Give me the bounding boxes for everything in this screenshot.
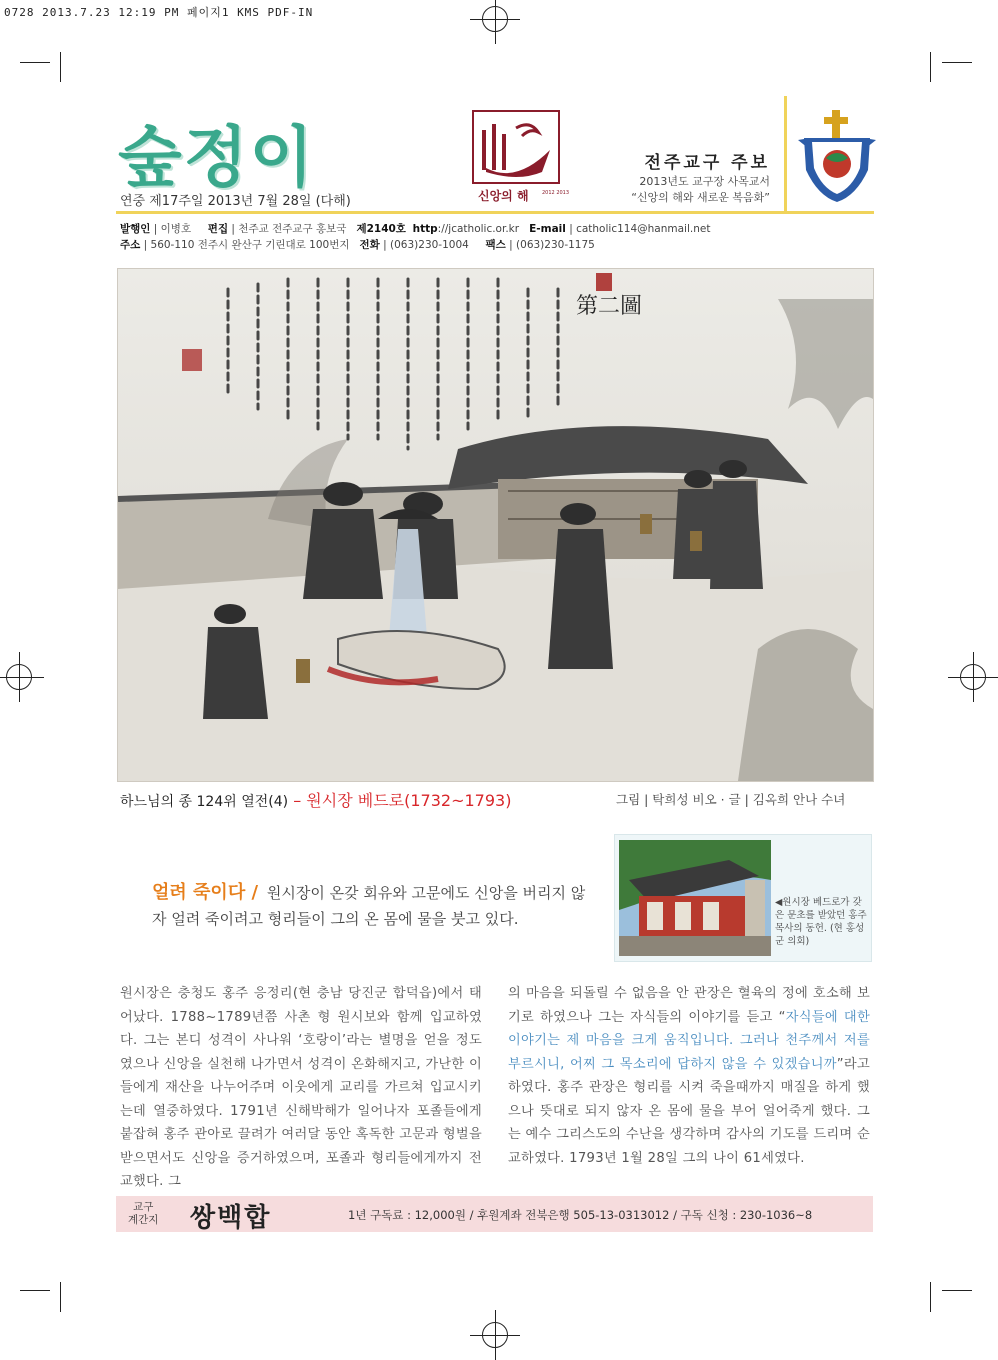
trim-mark — [60, 1282, 61, 1312]
trim-mark — [942, 1290, 972, 1291]
trim-mark — [942, 62, 972, 63]
trim-mark — [20, 1290, 50, 1291]
article-column-2 — [508, 982, 870, 1170]
address: 560-110 전주시 완산구 기린대로 100번지 — [150, 239, 350, 251]
illustration-caption — [120, 788, 511, 811]
masthead-title: 숲정이 — [118, 119, 316, 196]
martyrdom-illustration — [117, 268, 874, 782]
phone-label: 전화 — [359, 239, 380, 251]
footer-label-line1: 교구 — [133, 1201, 154, 1213]
fax-number: (063)230-1175 — [516, 239, 595, 251]
diocese-title: 전주교구 주보 — [644, 153, 770, 173]
header-divider-horizontal — [116, 211, 874, 214]
email-label: E-mail — [529, 223, 566, 235]
martyr-name: 원시장 베드로(1732~1793) — [306, 791, 512, 810]
illustration-description — [152, 880, 588, 932]
print-info: 0728 2013.7.23 12:19 PM 페이지1 KMS PDF-IN — [4, 6, 314, 19]
footer-label — [128, 1201, 158, 1227]
phone-number: (063)230-1004 — [390, 239, 469, 251]
issue-date: 연중 제17주일 2013년 7월 28일 (다해) — [120, 194, 351, 209]
registration-mark-left — [2, 660, 36, 694]
issue-number: 제2140호 — [356, 223, 406, 235]
article-col2-part2: ”라고 하였다. 홍주 관장은 형리를 시켜 죽을때까지 매질을 하게 했으나 뜻대로 되지 않자 온 몸에 물을 부어 얼어죽게 했다. 그는 예수 그리스도의 수난을 생각하며 감사의 기도를 드리며 순교하였다. 1793년 1월 28일 그의 나이 61세였다. — [508, 1056, 870, 1166]
trim-mark — [60, 52, 61, 82]
editor-label: 편집 — [207, 223, 229, 235]
illustration-credit: 그림 | 탁희성 비오 · 글 | 김옥희 안나 수녀 — [616, 792, 846, 807]
address-label: 주소 — [120, 239, 141, 251]
web-address[interactable]: //jcatholic.or.kr — [441, 223, 520, 235]
caption-dash: – — [288, 791, 307, 810]
publisher-label: 발행인 — [120, 223, 151, 235]
year-of-faith-logo — [472, 110, 570, 208]
trim-mark — [930, 52, 931, 82]
series-title: 하느님의 종 124위 열전(4) — [120, 794, 289, 810]
header-divider-vertical — [784, 96, 787, 212]
fax-label: 팩스 — [485, 239, 506, 251]
trim-mark — [930, 1282, 931, 1312]
government-office-photo — [619, 840, 771, 956]
trim-mark — [20, 62, 50, 63]
year-of-faith-years: 2012 2013 — [542, 190, 570, 196]
pastoral-theme-line: “신앙의 해와 새로운 복음화” — [631, 191, 770, 204]
email-address[interactable]: catholic114@hanmail.net — [576, 223, 711, 235]
registration-mark-right — [956, 660, 990, 694]
diocese-crest-icon — [796, 108, 878, 204]
year-of-faith-text: 신앙의 해 — [478, 189, 529, 203]
diocese-subtitle — [578, 174, 770, 206]
publisher-name: 이병호 — [160, 223, 192, 235]
web-label: http — [412, 223, 438, 235]
martyr-quote: 자식들에 대한 이야기는 제 마음을 크게 움직입니다. 그러나 천주께서 저를 부르시니, 어찌 그 목소리에 답하지 않을 수 있겠습니까 — [508, 1009, 870, 1072]
description-text: 원시장이 온갖 회유와 고문에도 신앙을 버리지 않자 얼려 죽이려고 형리들이 그의 온 몸에 물을 붓고 있다. — [152, 884, 586, 928]
article-col2-part1: 의 마음을 되돌릴 수 없음을 안 관장은 혈육의 정에 호소해 보기로 하였으나 그는 자식들의 이야기를 듣고 “ — [508, 986, 870, 1025]
photo-caption: ◀원시장 베드로가 갖은 문초를 받았던 홍주 목사의 동헌. (현 홍성군 의회) — [775, 897, 867, 947]
editor-name: 천주교 전주교구 홍보국 — [238, 223, 347, 235]
footer-label-line2: 계간지 — [128, 1214, 159, 1226]
subscription-info: 1년 구독료 : 12,000원 / 후원계좌 전북은행 505-13-0313012 / 구독 신청 : 230-1036~8 — [348, 1208, 813, 1222]
description-heading: 얼려 죽이다 / — [152, 882, 259, 903]
registration-mark-bottom — [478, 1318, 512, 1352]
article-column-1: 원시장은 충청도 홍주 응정리(현 충남 당진군 합덕읍)에서 태어났다. 1788~1789년쯤 사촌 형 원시보와 함께 입교하였다. 그는 본디 성격이 사나워 ‘호랑이’라는 별명을 얻을 정도였으나 신앙을 실천해 나가면서 성격이 온화해지고, 가난한 이들에게 재산을 나누어주며 이웃에게 교리를 가르쳐 입교시키는데 열중하였다. 1791년 신해박해가 일어나자 포졸들에게 붙잡혀 홍주 관아로 끌려가 여러달 동안 혹독한 고문과 형벌을 받으면서도 신앙을 증거하였으며, 포졸과 형리들에게까지 전교했다. 그 — [120, 986, 482, 1189]
publication-info: 발행인 | 이병호 편집 | 천주교 전주교구 홍보국 제2140호 http://jcatholic.or.kr E-mail | catholic114@hanmail.net 주소 | 560-110 전주시 완산구 기린대로 100번지 전화 | (063)230-1004 팩스 | (063)230-1175 — [120, 223, 711, 251]
quarterly-magazine-logo: 쌍백합 — [190, 1203, 272, 1233]
illustration-calligraphy-title: 第二圖 — [576, 294, 643, 319]
registration-mark-top — [478, 2, 512, 36]
pastoral-letter-line: 2013년도 교구장 사목교서 — [639, 175, 770, 188]
